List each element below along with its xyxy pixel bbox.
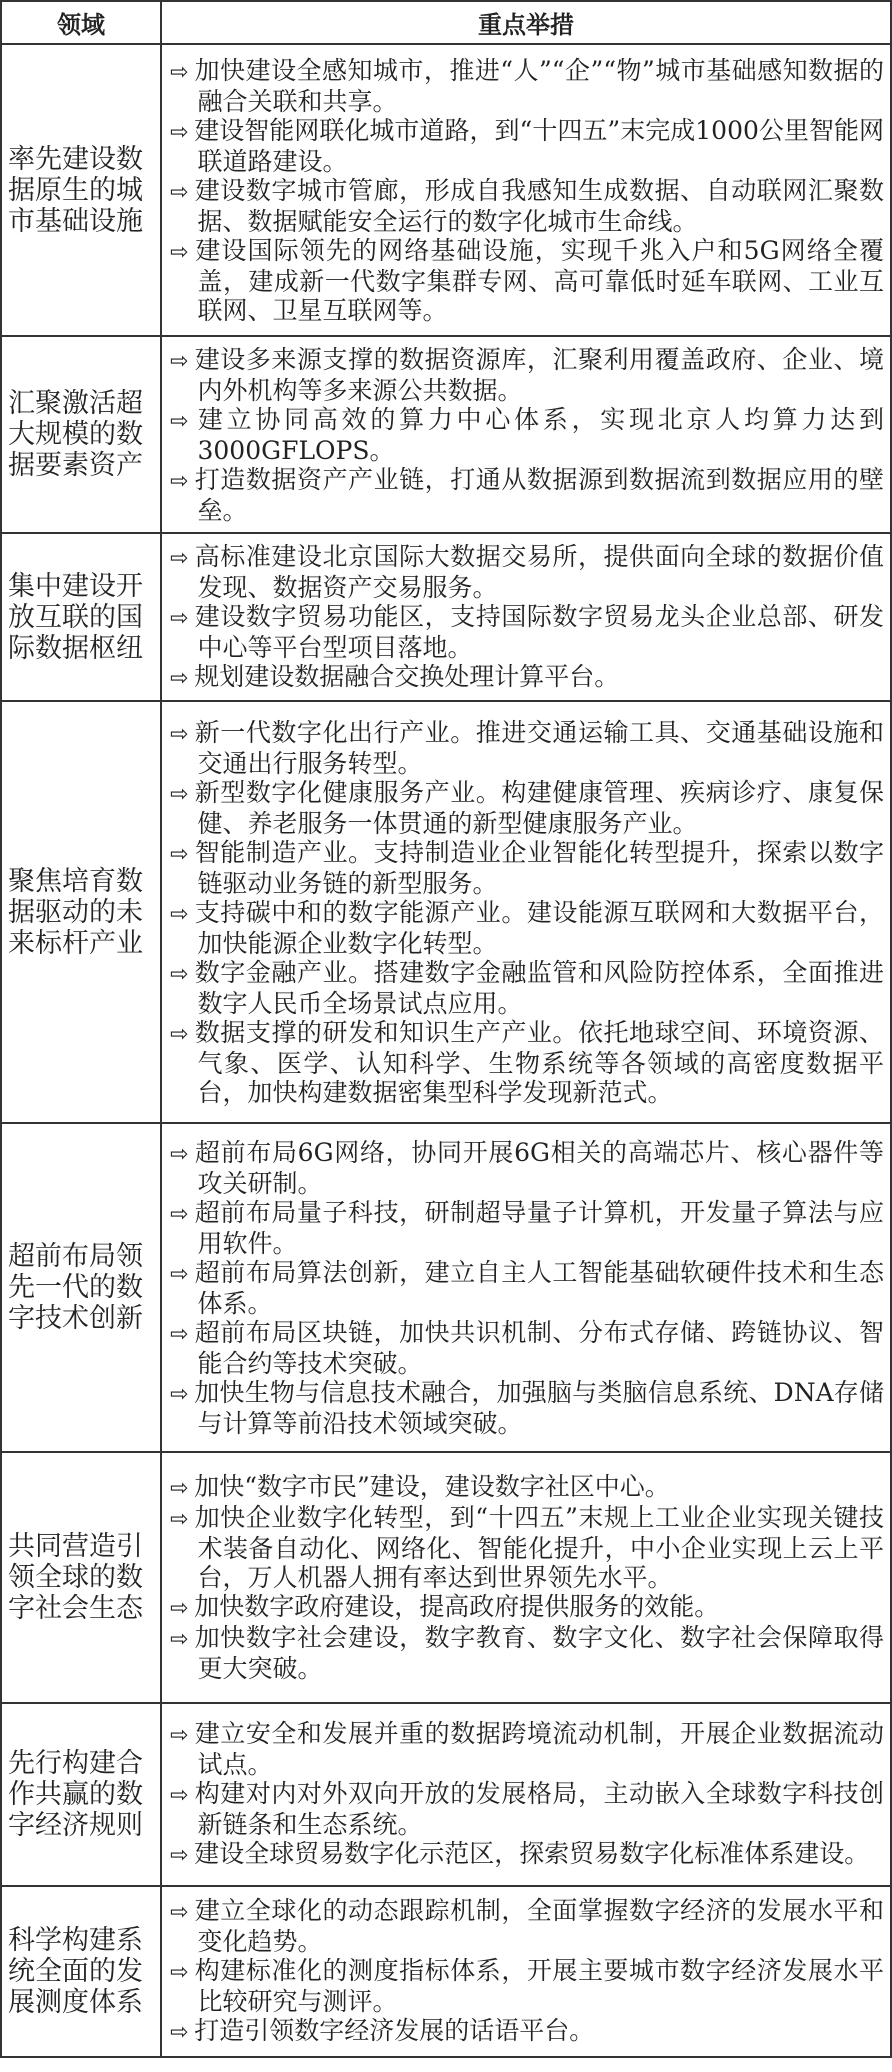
measure-item	[170, 1592, 884, 1623]
measure-text: 加快数字政府建设，提高政府提供服务的效能。	[194, 1592, 720, 1621]
measure-item	[170, 838, 884, 898]
header-area: 领域	[1, 1, 161, 44]
arrow-icon: ⇨	[170, 1507, 189, 1532]
table-row	[1, 1886, 891, 2057]
measure-text: 建立安全和发展并重的数据跨境流动机制，开展企业数据流动试点。	[194, 1719, 884, 1779]
arrow-icon: ⇨	[170, 468, 189, 494]
measure-text: 构建对内对外双向开放的发展格局，主动嵌入全球数字科技创新链条和生态系统。	[194, 1779, 884, 1839]
measure-text: 高标准建设北京国际大数据交易所，提供面向全球的数据价值发现、数据资产交易服务。	[194, 541, 884, 602]
measure-item	[170, 1472, 884, 1503]
measure-text: 新一代数字化出行产业。推进交通运输工具、交通基础设施和交通出行服务转型。	[194, 717, 884, 778]
measure-text: 建立全球化的动态跟踪机制，全面掌握数字经济的发展水平和变化趋势。	[194, 1896, 884, 1956]
measures-cell	[161, 1452, 891, 1703]
measure-text: 建设国际领先的网络基础设施，实现千兆入户和5G网络全覆盖，建成新一代数字集群专网、高可靠低时延车联网、工业互联网、卫星互联网等。	[194, 235, 884, 325]
measure-item	[170, 1896, 884, 1956]
measure-text: 建设数字城市管廊，形成自我感知生成数据、自动联网汇聚数据、数据赋能安全运行的数字化城市生命线。	[194, 175, 884, 236]
table-row	[1, 1452, 891, 1703]
arrow-icon: ⇨	[170, 348, 189, 374]
arrow-icon: ⇨	[170, 545, 189, 571]
arrow-icon: ⇨	[170, 1476, 189, 1501]
measure-item	[170, 1779, 884, 1839]
area-cell: 共同营造引领全球的数字社会生态	[1, 1452, 161, 1703]
measure-item	[170, 116, 884, 176]
measure-item	[170, 778, 884, 838]
measures-cell	[161, 336, 891, 533]
arrow-icon: ⇨	[170, 1381, 189, 1407]
table-row	[1, 533, 891, 701]
measure-text: 超前布局量子科技，研制超导量子计算机，开发量子算法与应用软件。	[194, 1197, 884, 1258]
measure-text: 加快企业数字化转型，到“十四五”末规上工业企业实现关键技术装备自动化、网络化、智能化提升，中小企业实现上云上平台，万人机器人拥有率达到世界领先水平。	[194, 1503, 884, 1592]
measure-text: 加快生物与信息技术融合，加强脑与类脑信息系统、DNA存储与计算等前沿技术领域突破。	[194, 1377, 884, 1438]
area-cell: 超前布局领先一代的数字技术创新	[1, 1123, 161, 1452]
table-row	[1, 1703, 891, 1886]
arrow-icon: ⇨	[170, 239, 189, 265]
table-row	[1, 336, 891, 533]
measure-text: 数字金融产业。搭建数字金融监管和风险防控体系，全面推进数字人民币全场景试点应用。	[194, 957, 884, 1018]
area-cell: 聚焦培育数据驱动的未来标杆产业	[1, 701, 161, 1123]
measure-item	[170, 56, 884, 116]
measure-item	[170, 405, 884, 465]
table-header-row	[1, 1, 891, 44]
measure-item	[170, 898, 884, 958]
arrow-icon: ⇨	[170, 605, 189, 631]
measure-text: 打造引领数字经济发展的话语平台。	[194, 2016, 595, 2045]
arrow-icon: ⇨	[170, 901, 189, 927]
measure-text: 建设全球贸易数字化示范区，探索贸易数字化标准体系建设。	[194, 1839, 870, 1868]
table-row	[1, 44, 891, 336]
measure-text: 超前布局算法创新，建立自主人工智能基础软硬件技术和生态体系。	[194, 1257, 884, 1318]
table-row	[1, 701, 891, 1123]
measure-item	[170, 1956, 884, 2016]
measure-text: 构建标准化的测度指标体系，开展主要城市数字经济发展水平比较研究与测评。	[194, 1956, 884, 2016]
measure-item	[170, 1623, 884, 1683]
measure-item	[170, 1018, 884, 1107]
measure-item	[170, 1378, 884, 1438]
measures-cell	[161, 44, 891, 336]
area-cell: 先行构建合作共赢的数字经济规则	[1, 1703, 161, 1886]
arrow-icon: ⇨	[170, 2020, 189, 2045]
arrow-icon: ⇨	[170, 1843, 189, 1868]
measure-text: 加快数字社会建设，数字教育、数字文化、数字社会保障取得更大突破。	[194, 1623, 884, 1683]
measure-item	[170, 1503, 884, 1592]
arrow-icon: ⇨	[170, 665, 189, 691]
measure-item	[170, 1839, 884, 1870]
table-row	[1, 1123, 891, 1452]
measure-text: 建设数字贸易功能区，支持国际数字贸易龙头企业总部、研发中心等平台型项目落地。	[194, 601, 884, 662]
measure-item	[170, 662, 884, 693]
measures-cell	[161, 701, 891, 1123]
measure-item	[170, 176, 884, 236]
arrow-icon: ⇨	[170, 961, 189, 987]
measure-text: 规划建设数据融合交换处理计算平台。	[194, 661, 620, 691]
measure-text: 打造数据资产产业链，打通从数据源到数据流到数据应用的壁垒。	[194, 464, 884, 525]
arrow-icon: ⇨	[170, 1201, 189, 1227]
measure-text: 支持碳中和的数字能源产业。建设能源互联网和大数据平台，加快能源企业数字化转型。	[194, 897, 884, 958]
measure-text: 建设多来源支撑的数据资源库，汇聚利用覆盖政府、企业、境内外机构等多来源公共数据。	[194, 344, 884, 405]
measure-item	[170, 2016, 884, 2047]
arrow-icon: ⇨	[170, 119, 189, 145]
arrow-icon: ⇨	[170, 1627, 189, 1652]
area-cell: 汇聚激活超大规模的数据要素资产	[1, 336, 161, 533]
measure-item	[170, 1258, 884, 1318]
arrow-icon: ⇨	[170, 179, 189, 205]
measure-text: 智能制造产业。支持制造业企业智能化转型提升，探索以数字链驱动业务链的新型服务。	[194, 837, 884, 898]
arrow-icon: ⇨	[170, 841, 189, 867]
measure-item	[170, 345, 884, 405]
arrow-icon: ⇨	[170, 59, 189, 85]
measure-item	[170, 958, 884, 1018]
arrow-icon: ⇨	[170, 1321, 189, 1347]
arrow-icon: ⇨	[170, 721, 189, 747]
arrow-icon: ⇨	[170, 1960, 189, 1985]
measure-item	[170, 465, 884, 525]
measure-item	[170, 1318, 884, 1378]
measure-text: 加快建设全感知城市，推进“人”“企”“物”城市基础感知数据的融合关联和共享。	[194, 55, 884, 116]
arrow-icon: ⇨	[170, 1596, 189, 1621]
measure-text: 新型数字化健康服务产业。构建健康管理、疾病诊疗、康复保健、养老服务一体贯通的新型健康服务产业。	[194, 777, 884, 838]
measures-cell	[161, 1886, 891, 2057]
measure-item	[170, 1138, 884, 1198]
measure-item	[170, 1719, 884, 1779]
measure-text: 建立协同高效的算力中心体系，实现北京人均算力达到3000GFLOPS。	[194, 404, 884, 465]
header-measures: 重点举措	[161, 1, 891, 44]
measures-cell	[161, 533, 891, 701]
measure-item	[170, 1198, 884, 1258]
measure-item	[170, 718, 884, 778]
table-body	[1, 44, 891, 2057]
measure-text: 超前布局区块链，加快共识机制、分布式存储、跨链协议、智能合约等技术突破。	[194, 1317, 884, 1378]
measure-item	[170, 236, 884, 325]
area-cell: 率先建设数据原生的城市基础设施	[1, 44, 161, 336]
arrow-icon: ⇨	[170, 1723, 189, 1748]
arrow-icon: ⇨	[170, 408, 189, 434]
measure-item	[170, 602, 884, 662]
arrow-icon: ⇨	[170, 781, 189, 807]
measure-item	[170, 542, 884, 602]
arrow-icon: ⇨	[170, 1900, 189, 1925]
arrow-icon: ⇨	[170, 1141, 189, 1167]
measure-text: 建设智能网联化城市道路，到“十四五”末完成1000公里智能网联道路建设。	[194, 115, 884, 176]
arrow-icon: ⇨	[170, 1021, 189, 1047]
area-cell: 集中建设开放互联的国际数据枢纽	[1, 533, 161, 701]
measure-text: 超前布局6G网络，协同开展6G相关的高端芯片、核心器件等攻关研制。	[194, 1137, 884, 1198]
arrow-icon: ⇨	[170, 1261, 189, 1287]
arrow-icon: ⇨	[170, 1783, 189, 1808]
measures-cell	[161, 1703, 891, 1886]
measure-text: 数据支撑的研发和知识生产产业。依托地球空间、环境资源、气象、医学、认知科学、生物系统等各领域的高密度数据平台，加快构建数据密集型科学发现新范式。	[194, 1017, 884, 1107]
area-cell: 科学构建系统全面的发展测度体系	[1, 1886, 161, 2057]
measure-text: 加快“数字市民”建设，建设数字社区中心。	[194, 1472, 670, 1501]
measures-cell	[161, 1123, 891, 1452]
